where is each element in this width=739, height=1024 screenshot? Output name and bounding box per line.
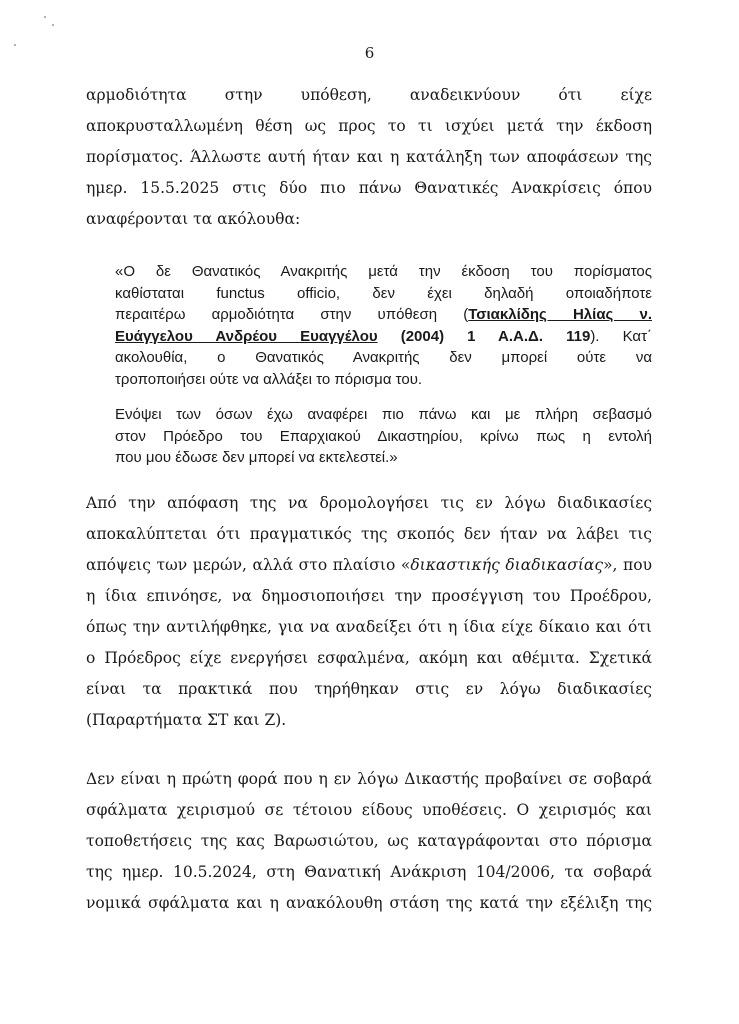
text-line: αποκαλύπτεται ότι πραγματικός της σκοπός δεν ήταν να λάβει τις (86, 525, 652, 543)
text-segment: », που (603, 556, 652, 574)
text-line: αποκρυσταλλωμένη θέση ως προς το τι ισχύει μετά την έκδοση (86, 117, 652, 135)
scan-speck (52, 24, 54, 26)
quote-line: Ενόψει των όσων έχω αναφέρει πιο πάνω και με πλήρη σεβασμό (115, 406, 652, 423)
text-line: η ίδια επινόησε, να δημοσιοποιήσει την προσέγγιση του Προέδρου, (86, 587, 652, 605)
page-number: 6 (364, 44, 375, 62)
quote-line: τροποποιήσει ούτε να αλλάξει το πόρισμα του. (115, 370, 423, 388)
text-line: ο Πρόεδρος είχε ενεργήσει εσφαλμένα, ακόμη και αθέμιτα. Σχετικά (86, 649, 652, 667)
block-quote-2 (115, 404, 652, 469)
text-segment: απόψεις των μερών, αλλά στο πλαίσιο « (86, 556, 411, 574)
case-citation: Ευάγγελου Ανδρέου Ευαγγέλου (115, 327, 378, 345)
block-quote-1 (115, 261, 652, 390)
text-line: αρμοδιότητα στην υπόθεση, αναδεικνύουν ότι είχε (86, 86, 652, 104)
text-line: Δεν είναι η πρώτη φορά που η εν λόγω Δικαστής προβαίνει σε σοβαρά (86, 770, 652, 788)
quote-line (115, 304, 652, 326)
quote-line: που μου έδωσε δεν μπορεί να εκτελεστεί.» (115, 449, 398, 466)
text-line: είναι τα πρακτικά που τηρήθηκαν στις εν λόγω διαδικασίες (86, 680, 652, 698)
italic-term: δικαστικής διαδικασίας (410, 556, 604, 574)
quote-line: «Ο δε Θανατικός Ανακριτής μετά την έκδοση του πορίσματος (115, 263, 652, 280)
text-line: τοποθετήσεις της κας Βαρωσιώτου, ως καταγράφονται στο πόρισμα (86, 832, 652, 850)
scan-speck (44, 16, 46, 18)
text-line: Από την απόφαση της να δρομολογήσει τις εν λόγω διαδικασίες (86, 494, 652, 512)
paragraph-2 (86, 488, 652, 736)
quote-text: περαιτέρω αρμοδιότητα στην υπόθεση ( (115, 306, 469, 323)
quote-line (115, 326, 652, 348)
text-line: αναφέρονται τα ακόλουθα: (86, 210, 301, 228)
case-citation: Τσιακλίδης Ηλίας ν. (468, 306, 652, 323)
case-reference: (2004) 1 Α.Α.Δ. 119 (377, 327, 591, 345)
text-line (86, 550, 652, 581)
text-line: πορίσματος. Άλλωστε αυτή ήταν και η κατάληξη των αποφάσεων της (86, 148, 652, 166)
quote-text: ). Κατ΄ (590, 327, 652, 345)
text-line: όπως την αντιλήφθηκε, για να αναδείξει ότι η ίδια είχε δίκαιο και ότι (86, 618, 652, 636)
quote-line: καθίσταται functus officio, δεν έχει δηλαδή οποιαδήποτε (115, 284, 652, 302)
text-line: (Παραρτήματα ΣΤ και Ζ). (86, 711, 287, 729)
text-line: νομικά σφάλματα και η ανακόλουθη στάση της κατά την εξέλιξη της (86, 894, 652, 912)
text-line: ημερ. 15.5.2025 στις δύο πιο πάνω Θανατικές Ανακρίσεις όπου (86, 179, 652, 197)
quote-line: ακολουθία, ο Θανατικός Ανακριτής δεν μπορεί ούτε να (115, 349, 652, 366)
quote-line: στον Πρόεδρο του Επαρχιακού Δικαστηρίου, κρίνω πως η εντολή (115, 427, 652, 445)
paragraph-3 (86, 764, 652, 919)
text-line: σφάλματα χειρισμού σε τέτοιου είδους υποθέσεις. Ο χειρισμός και (86, 801, 652, 819)
paragraph-1 (86, 80, 652, 235)
text-line: της ημερ. 10.5.2024, στη Θανατική Ανάκριση 104/2006, τα σοβαρά (86, 863, 652, 881)
